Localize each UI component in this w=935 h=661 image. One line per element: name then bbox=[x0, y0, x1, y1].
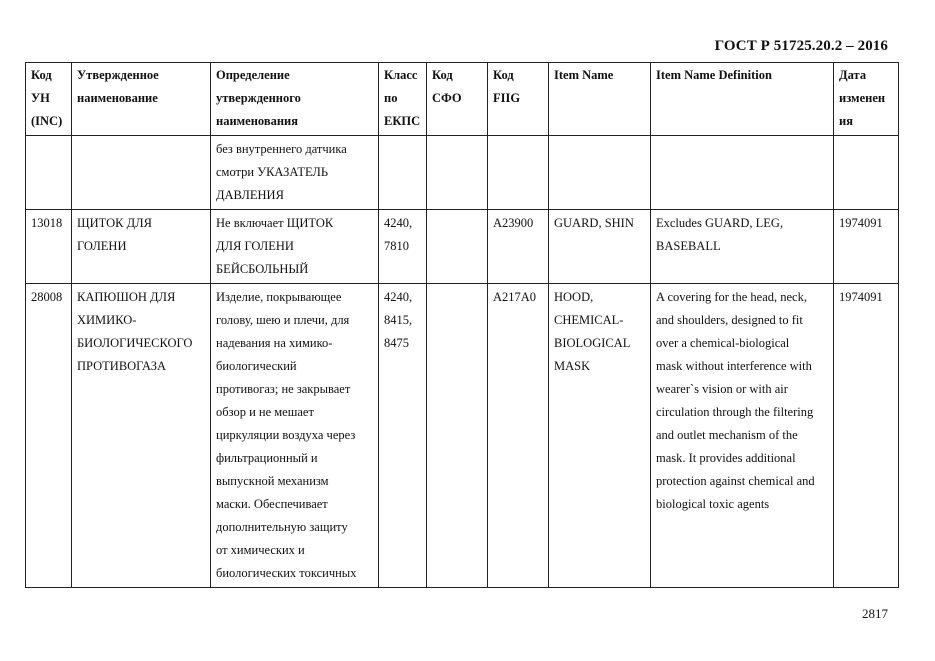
cell-name bbox=[72, 136, 211, 210]
cell-fiig bbox=[488, 136, 549, 210]
cell-text: фильтрационный и bbox=[216, 451, 318, 465]
cell-text: MASK bbox=[554, 359, 591, 373]
cell-text: БИОЛОГИЧЕСКОГО bbox=[77, 336, 193, 350]
column-header-inc bbox=[26, 63, 72, 136]
cell-text: смотри УКАЗАТЕЛЬ bbox=[216, 165, 329, 179]
cell-item-definition bbox=[651, 136, 834, 210]
cell-text: CHEMICAL- bbox=[554, 313, 624, 327]
column-header-sfo bbox=[427, 63, 488, 136]
cell-sfo bbox=[427, 136, 488, 210]
table-body bbox=[26, 136, 899, 588]
cell-text: 4240, bbox=[384, 216, 413, 230]
cell-text: Не включает ЩИТОК bbox=[216, 216, 334, 230]
cell-text: protection against chemical and bbox=[656, 474, 815, 488]
cell-item-definition bbox=[651, 284, 834, 588]
header-text: изменен bbox=[839, 91, 886, 105]
cell-class bbox=[379, 284, 427, 588]
cell-text: от химических и bbox=[216, 543, 305, 557]
header-text: ия bbox=[839, 114, 853, 128]
cell-text: HOOD, bbox=[554, 290, 594, 304]
cell-item-name bbox=[549, 284, 651, 588]
header-row bbox=[26, 63, 899, 136]
cell-text: Изделие, покрывающее bbox=[216, 290, 342, 304]
cell-definition bbox=[211, 284, 379, 588]
header-text: FIIG bbox=[493, 91, 521, 105]
cell-definition bbox=[211, 210, 379, 284]
cell-date bbox=[834, 136, 899, 210]
header-text: наименование bbox=[77, 91, 158, 105]
header-text: по bbox=[384, 91, 398, 105]
header-text: УН bbox=[31, 91, 50, 105]
cell-text: ДАВЛЕНИЯ bbox=[216, 188, 284, 202]
cell-class bbox=[379, 136, 427, 210]
cell-item-name bbox=[549, 136, 651, 210]
column-header-class bbox=[379, 63, 427, 136]
table-row bbox=[26, 284, 899, 588]
table-row bbox=[26, 136, 899, 210]
document-code: ГОСТ Р 51725.20.2 – 2016 bbox=[714, 38, 888, 54]
cell-date bbox=[834, 284, 899, 588]
header-text: Код bbox=[432, 68, 453, 82]
catalog-table bbox=[25, 62, 899, 588]
cell-text: ХИМИКО- bbox=[77, 313, 137, 327]
cell-inc bbox=[26, 284, 72, 588]
cell-fiig bbox=[488, 210, 549, 284]
cell-text: Excludes GUARD, LEG, bbox=[656, 216, 784, 230]
cell-text: A covering for the head, neck, bbox=[656, 290, 807, 304]
header-text: ЕКПС bbox=[384, 114, 421, 128]
cell-text: маски. Обеспечивает bbox=[216, 497, 328, 511]
cell-text: circulation through the filtering bbox=[656, 405, 814, 419]
cell-item-name bbox=[549, 210, 651, 284]
header-text: утвержденного bbox=[216, 91, 301, 105]
cell-text: biological toxic agents bbox=[656, 497, 770, 511]
cell-text: 1974091 bbox=[839, 216, 883, 230]
header-text: СФО bbox=[432, 91, 462, 105]
header-text: Определение bbox=[216, 68, 290, 82]
cell-text: ПРОТИВОГАЗА bbox=[77, 359, 167, 373]
cell-class bbox=[379, 210, 427, 284]
cell-text: 28008 bbox=[31, 290, 63, 304]
column-header-item-name bbox=[549, 63, 651, 136]
cell-text: биологический bbox=[216, 359, 297, 373]
cell-text: mask. It provides additional bbox=[656, 451, 796, 465]
cell-text: 8475 bbox=[384, 336, 409, 350]
cell-text: 8415, bbox=[384, 313, 413, 327]
cell-text: БЕЙСБОЛЬНЫЙ bbox=[216, 262, 309, 276]
cell-name bbox=[72, 284, 211, 588]
column-header-date bbox=[834, 63, 899, 136]
cell-text: 4240, bbox=[384, 290, 413, 304]
column-header-item-definition bbox=[651, 63, 834, 136]
cell-text: циркуляции воздуха через bbox=[216, 428, 356, 442]
cell-text: A23900 bbox=[493, 216, 534, 230]
cell-text: 13018 bbox=[31, 216, 63, 230]
header-text: Дата bbox=[839, 68, 867, 82]
cell-definition bbox=[211, 136, 379, 210]
header-text: Код bbox=[493, 68, 514, 82]
cell-text: BIOLOGICAL bbox=[554, 336, 631, 350]
cell-text: выпускной механизм bbox=[216, 474, 329, 488]
cell-text: and outlet mechanism of the bbox=[656, 428, 798, 442]
cell-text: ДЛЯ ГОЛЕНИ bbox=[216, 239, 294, 253]
cell-text: GUARD, SHIN bbox=[554, 216, 634, 230]
cell-text: дополнительную защиту bbox=[216, 520, 348, 534]
cell-fiig bbox=[488, 284, 549, 588]
header-text: Утвержденное bbox=[77, 68, 159, 82]
column-header-fiig bbox=[488, 63, 549, 136]
cell-inc bbox=[26, 210, 72, 284]
header-text: Класс bbox=[384, 68, 418, 82]
cell-text: mask without interference with bbox=[656, 359, 812, 373]
cell-text: голову, шею и плечи, для bbox=[216, 313, 350, 327]
header-text: (INC) bbox=[31, 114, 63, 128]
cell-text: обзор и не мешает bbox=[216, 405, 314, 419]
cell-text: wearer`s vision or with air bbox=[656, 382, 788, 396]
cell-text: ЩИТОК ДЛЯ bbox=[77, 216, 152, 230]
cell-inc bbox=[26, 136, 72, 210]
cell-text: биологических токсичных bbox=[216, 566, 357, 580]
cell-text: BASEBALL bbox=[656, 239, 721, 253]
header-text: Item Name Definition bbox=[656, 68, 772, 82]
cell-text: надевания на химико- bbox=[216, 336, 333, 350]
column-header-name bbox=[72, 63, 211, 136]
cell-text: ГОЛЕНИ bbox=[77, 239, 127, 253]
cell-text: без внутреннего датчика bbox=[216, 142, 347, 156]
header-text: наименования bbox=[216, 114, 299, 128]
table-header bbox=[26, 63, 899, 136]
cell-text: A217A0 bbox=[493, 290, 537, 304]
cell-text: противогаз; не закрывает bbox=[216, 382, 351, 396]
table-row bbox=[26, 210, 899, 284]
cell-text: and shoulders, designed to fit bbox=[656, 313, 803, 327]
cell-name bbox=[72, 210, 211, 284]
header-text: Item Name bbox=[554, 68, 614, 82]
cell-item-definition bbox=[651, 210, 834, 284]
header-text: Код bbox=[31, 68, 52, 82]
cell-sfo bbox=[427, 284, 488, 588]
cell-date bbox=[834, 210, 899, 284]
column-header-definition bbox=[211, 63, 379, 136]
cell-sfo bbox=[427, 210, 488, 284]
cell-text: over a chemical-biological bbox=[656, 336, 790, 350]
cell-text: КАПЮШОН ДЛЯ bbox=[77, 290, 176, 304]
cell-text: 1974091 bbox=[839, 290, 883, 304]
page-number: 2817 bbox=[862, 606, 888, 621]
cell-text: 7810 bbox=[384, 239, 409, 253]
